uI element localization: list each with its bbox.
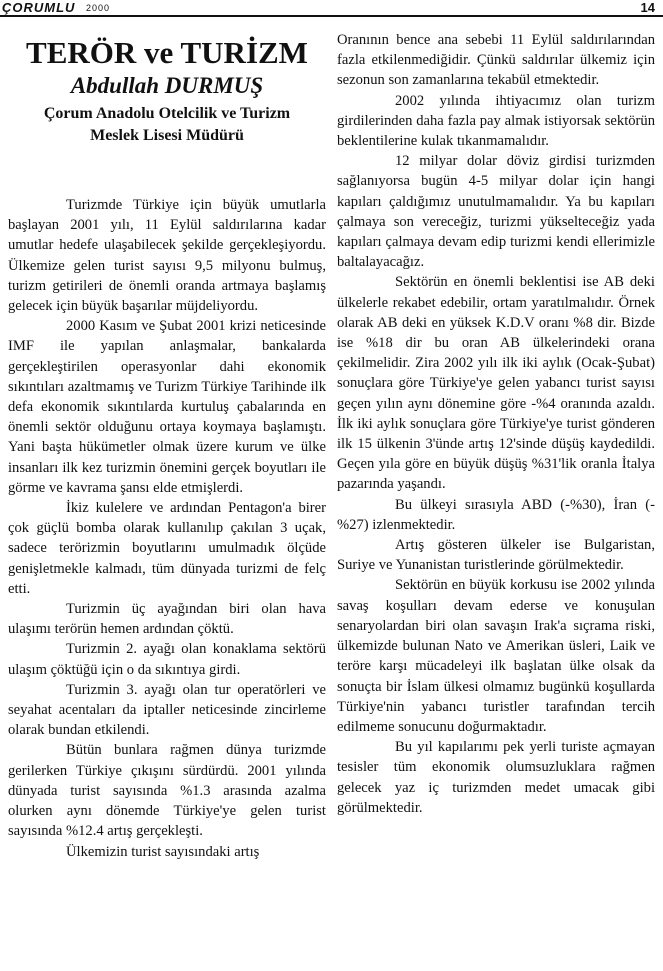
paragraph: 2002 yılında ihtiyacımız olan turizm girdilerinden daha fazla pay almak istiyorsak sektörün beklentilerine kulak tıkanmamalıdır. xyxy=(337,92,655,150)
header-rule xyxy=(0,15,663,17)
paragraph: Sektörün en önemli beklentisi ise AB deki ülkelerle rekabet edebilir, ortam yaratılmalıdır. Örnek olarak AB deki en yüksek K.D.V oranı %8 dir. Bizde ise %18 dir bu oran AB ülkelerindeki orana çekilmelidir. Zira 2002 yılı ilk iki aylık (Ocak-Şubat) sonuçlara göre Türkiye'ye gelen yabancı turist sayısı geçen yılın aynı dönemine göre -%4 oranında azaldı. İlk iki aylık sonuçlara göre Türkiye'ye turist gönderen ilk 15 ülkenin 3'ünde artış 12'sinde düşüş kaydedildi. Geçen yıla göre en büyük düşüş %31'lik oranla İtalya pazarında yaşandı. xyxy=(337,274,655,493)
page-header xyxy=(0,0,663,20)
author-affiliation-line1: Çorum Anadolu Otelcilik ve Turizm xyxy=(43,105,291,122)
paragraph: Turizmde Türkiye için büyük umutlarla başlayan 2001 yılı, 11 Eylül saldırılarına kadar umutlar hedefe ulaşabilecek şekilde gerçekleşiyordu. Ülkemize gelen turist sayısı 9,5 milyonu bulmuş, turizm getirileri de önemli oranda artmaya başlamış gelecek için büyük başarılar müjdeliyordu. xyxy=(8,197,326,315)
paragraph: Ülkemizin turist sayısındaki artış xyxy=(66,843,260,860)
left-column xyxy=(8,36,326,862)
paragraph: Turizmin 2. ayağı olan konaklama sektörü ulaşım çöktüğü için o da sıkıntıya girdi. xyxy=(8,641,326,678)
paragraph: Bu yıl kapılarımı pek yerli turiste açmayan tesisler tüm ekonomik olumsuzluklara rağmen gelecek yaz iç turizmden medet umacak gibi görülmektedir. xyxy=(337,739,655,816)
paragraph: Artış gösteren ülkeler ise Bulgaristan, Suriye ve Yunanistan turistlerinde görülmektedir. xyxy=(337,537,655,574)
paragraph: Turizmin 3. ayağı olan tur operatörleri ve seyahat acentaları da iptaller neticesinde zincirleme olarak bundan etkilendi. xyxy=(8,681,326,739)
paragraph: Sektörün en büyük korkusu ise 2002 yılında savaş koşulları devam ederse ve konuşulan senaryolardan biri olan savaşın Irak'a sıçrama riski, ülkemizde bulunan Nato ve Amerikan üsleri, Laik ve teröre karşı mücadeleyi ilk başlatan ülke olsak da sonuçta bir İslam ülkesi olmamız bugünkü koşullarda Türkiye'nin yabancı turistler tarafından tercih edilmeme sonucunu doğurmaktadır. xyxy=(337,577,655,735)
issue-year: 2000 xyxy=(86,3,111,13)
paragraph-continued: Oranının bence ana sebebi 11 Eylül saldırılarından fazla etkilenmediğidir. Çünkü saldırılar ülkemiz için sezonun son zamanlarına tekabül etmektedir. xyxy=(337,32,655,89)
paragraph: 2000 Kasım ve Şubat 2001 krizi neticesinde IMF ile yapılan anlaşmalar, bankalarda gerçekleştirilen operasyonlar dahi ekonomik sıkıntıları azaltmamış ve Turizm Türkiye Tarihinde ilk defa ekonomik sıkıntılarda kurtuluş çabalarında en önemli sektör olduğunu ortaya koymaya başlamıştı. Yani başta hükümetler olmak üzere kurum ve ülke insanları ilk kez turizmin önemini gerçek boyutları ile görme ve kavrama şansı elde etmişlerdi. xyxy=(8,318,326,496)
page-number: 14 xyxy=(640,0,655,15)
paragraph: 12 milyar dolar döviz girdisi turizmden sağlanıyorsa bugün 4-5 milyar dolar için hangi kapıları çaldığımız unutulmamalıdır. Ya bu kapıları çalmaya son vereceğiz, turizmi yükselteceğiz yada kapıları çalmaya devam edip turizmi kendi ellerimizle baltalayacağız. xyxy=(337,153,655,271)
article-author: Abdullah DURMUŞ xyxy=(70,73,264,98)
article-title: TERÖR ve TURİZM xyxy=(26,35,308,70)
paragraph: İkiz kulelere ve ardından Pentagon'a birer çok güçlü bomba olarak kullanılıp çakılan 3 uçak, sadece terörizmin boyutlarını umulmadık ölçüde genişletmekle kalmadı, tüm dünyada turizmi de felç etti. xyxy=(8,500,326,597)
magazine-logo: ÇORUMLU xyxy=(2,0,76,15)
paragraph: Turizmin üç ayağından biri olan hava ulaşımı terörün hemen ardından çöktü. xyxy=(8,601,326,638)
author-affiliation-line2: Meslek Lisesi Müdürü xyxy=(90,127,244,144)
paragraph: Bu ülkeyi sırasıyla ABD (-%30), İran (-%27) izlenmektedir. xyxy=(337,496,655,533)
right-column xyxy=(337,30,655,818)
paragraph: Bütün bunlara rağmen dünya turizmde gerilerken Türkiye çıkışını sürdürdü. 2001 yılında dünyada turist sayısında %1.3 arasında azalma olurken aynı dönemde Türkiye'ye gelen turist sayısında %12.4 artış gerçekleşti. xyxy=(8,742,326,840)
